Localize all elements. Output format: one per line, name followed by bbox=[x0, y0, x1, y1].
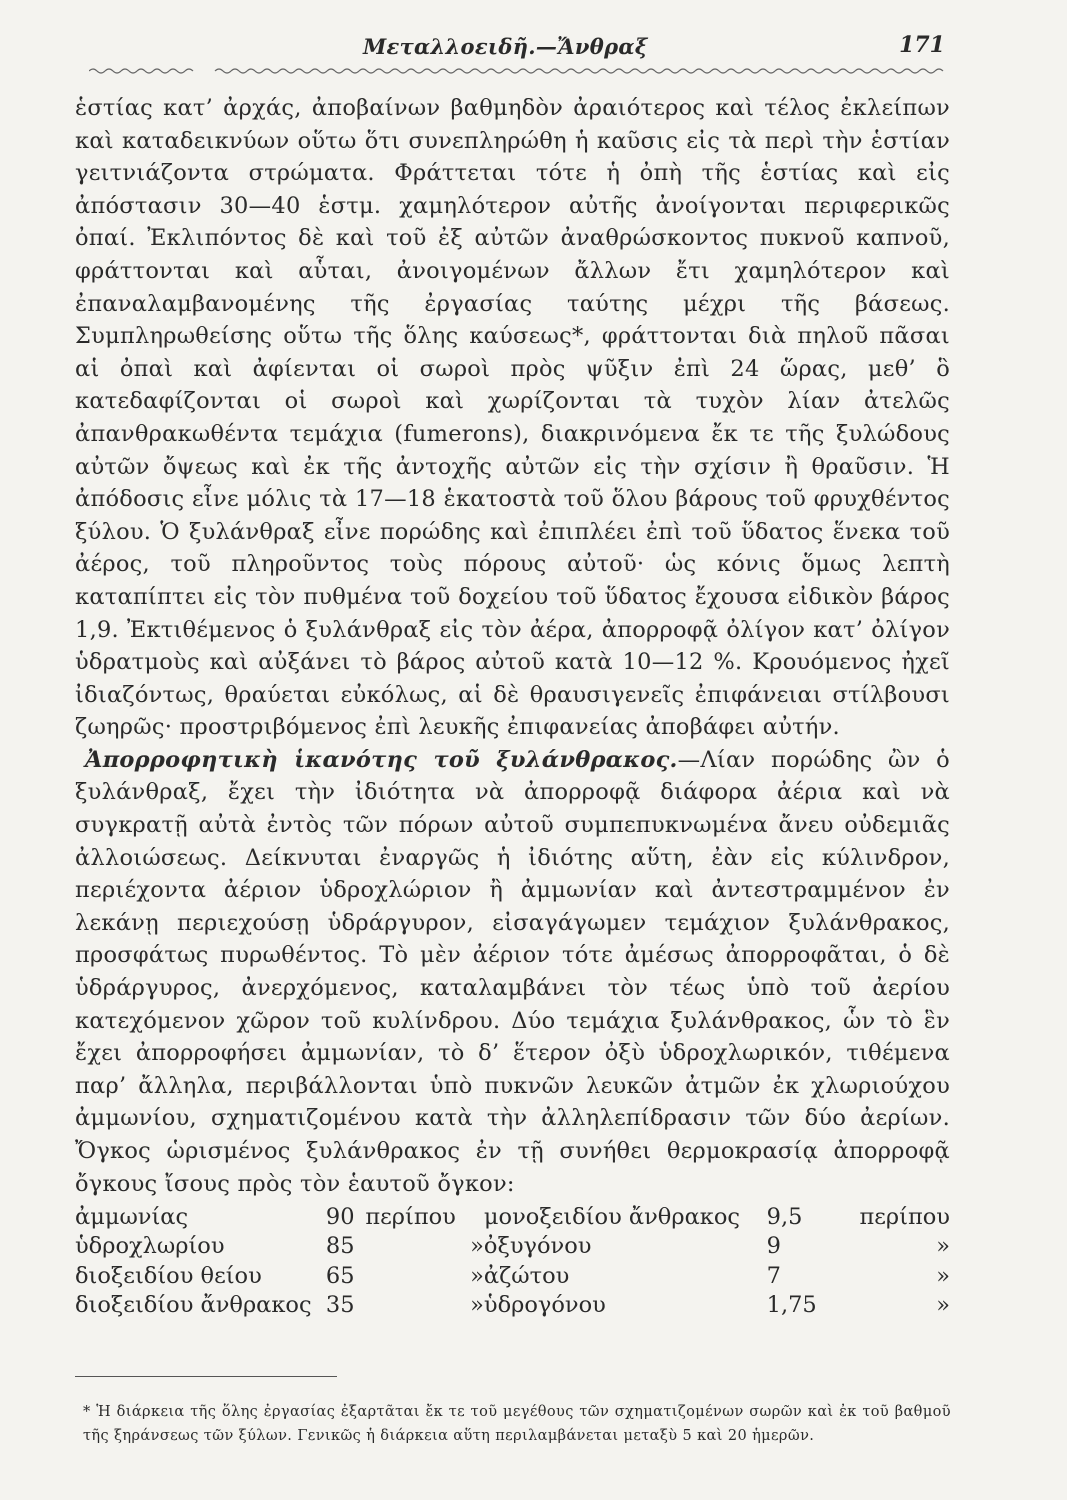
book-page bbox=[75, 30, 951, 1444]
paragraph-absorptive-capacity bbox=[75, 744, 950, 1200]
table-row bbox=[75, 1230, 950, 1260]
gas-absorption-table bbox=[75, 1200, 950, 1318]
gas-volume: 65 bbox=[325, 1262, 355, 1289]
section-text: —Λίαν πορώδης ὢν ὁ ξυλάνθραξ, ἔχει τὴν ἰδιότητα νὰ ἀπορροφᾷ διάφορα ἀέρια καὶ νὰ συγκρατῇ αὐτὰ ἐντὸς τῶν πόρων αὐτοῦ συμπεπυκνωμένα ἄνευ οὐδεμιᾶς ἀλλοιώσεως. Δείκνυται ἐναργῶς ἡ ἰδιότης αὕτη, ἐὰν εἰς κύλινδρον, περιέχοντα ἀέριον ὑδροχλώριον ἢ ἀμμωνίαν καὶ ἀντεστραμμένον ἐν λεκάνῃ περιεχούσῃ ὑδράργυρον, εἰσαγάγωμεν τεμάχιον ξυλάνθρακος, προσφάτως πυρωθέντος. Τὸ μὲν ἀέριον τότε ἀμέσως ἀπορροφᾶται, ὁ δὲ ὑδράργυρος, ἀνερχόμενος, καταλαμβάνει τὸν τέως ὑπὸ τοῦ ἀερίου κατεχόμενον χῶρον τοῦ κυλίνδρου. Δύο τεμάχια ξυλάνθρακος, ὧν τὸ ἓν ἔχει ἀπορροφήσει ἀμμωνίαν, τὸ δ’ ἕτερον ὀξὺ ὑδροχλωρικόν, τιθέμενα παρ’ ἄλληλα, περιβάλλονται ὑπὸ πυκνῶν λευκῶν ἀτμῶν ἐκ χλωριούχου ἀμμωνίου, σχηματιζομένου κατὰ τὴν ἀλληλεπίδρασιν τῶν δύο ἀερίων. Ὄγκος ὡρισμένος ξυλάνθρακος ἐν τῇ συνήθει θερμοκρασίᾳ ἀπορροφᾷ ὄγκους ἴσους πρὸς τὸν ἑαυτοῦ ὄγκον: bbox=[75, 746, 950, 1197]
gas-volume: 1,75 bbox=[766, 1292, 817, 1319]
gas-volume: 35 bbox=[325, 1292, 355, 1319]
gas-name: ὑδρογόνου bbox=[483, 1292, 606, 1319]
gas-name: ἀμμωνίας bbox=[75, 1203, 189, 1230]
paragraph-charcoal-production: ἑστίας κατ’ ἀρχάς, ἀποβαίνων βαθμηδὸν ἀραιότερος καὶ τέλος ἐκλείπων καὶ καταδεικνύων οὕτω ὅτι συνεπληρώθη ἡ καῦσις εἰς τὰ περὶ τὴν ἑστίαν γειτνιάζοντα στρώματα. Φράττεται τότε ἡ ὀπὴ τῆς ἑστίας καὶ εἰς ἀπόστασιν 30—40 ἑστμ. χαμηλότερον αὐτῆς ἀνοίγονται περιφερικῶς ὀπαί. Ἐκλιπόντος δὲ καὶ τοῦ ἐξ αὐτῶν ἀναθρώσκοντος πυκνοῦ καπνοῦ, φράττονται καὶ αὗται, ἀνοιγομένων ἄλλων ἔτι χαμηλότερον καὶ ἐπαναλαμβανομένης τῆς ἐργασίας ταύτης μέχρι τῆς βάσεως. Συμπληρωθείσης οὕτω τῆς ὅλης καύσεως*, φράττονται διὰ πηλοῦ πᾶσαι αἱ ὀπαὶ καὶ ἀφίενται οἱ σωροὶ πρὸς ψῦξιν ἐπὶ 24 ὥρας, μεθ’ ὃ κατεδαφίζονται οἱ σωροὶ καὶ χωρίζονται τὰ τυχὸν λίαν ἀτελῶς ἀπανθρακωθέντα τεμάχια (fumerons), διακρινόμενα ἔκ τε τῆς ξυλώδους αὐτῶν ὄψεως καὶ ἐκ τῆς ἀντοχῆς αὐτῶν εἰς τὴν σχίσιν ἢ θραῦσιν. Ἡ ἀπόδοσις εἶνε μόλις τὰ 17—18 ἑκατοστὰ τοῦ ὅλου βάρους τοῦ φρυχθέντος ξύλου. Ὁ ξυλάνθραξ εἶνε πορώδης καὶ ἐπιπλέει ἐπὶ τοῦ ὕδατος ἕνεκα τοῦ ἀέρος, τοῦ πληροῦντος τοὺς πόρους αὐτοῦ· ὡς κόνις ὅμως λεπτὴ καταπίπτει εἰς τὸν πυθμένα τοῦ δοχείου τοῦ ὕδατος ἔχουσα εἰδικὸν βάρος 1,9. Ἐκτιθέμενος ὁ ξυλάνθραξ εἰς τὸν ἀέρα, ἀπορροφᾷ ὀλίγον κατ’ ὀλίγον ὑδρατμοὺς καὶ αὐξάνει τὸ βάρος αὐτοῦ κατὰ 10—12 %. Κρουόμενος ἠχεῖ ἰδιαζόντως, θραύεται εὐκόλως, αἱ δὲ θραυσιγενεῖς ἐπιφάνειαι στίλβουσι ζωηρῶς· προστριβόμενος ἐπὶ λευκῆς ἐπιφανείας ἀποβάφει αὐτήν. bbox=[75, 95, 950, 741]
decorative-wavy-rule bbox=[89, 66, 949, 76]
volume-qualifier: » bbox=[936, 1233, 950, 1260]
gas-name: ὑδροχλωρίου bbox=[75, 1233, 225, 1260]
main-text bbox=[75, 92, 950, 1318]
footnote: * Ἡ διάρκεια τῆς ὅλης ἐργασίας ἐξαρτᾶται ἔκ τε τοῦ μεγέθους τῶν σχηματιζομένων σωρῶν καὶ ἐκ τοῦ βαθμοῦ τῆς ξηράνσεως τῶν ξύλων. Γενικῶς ἡ διάρκεια αὕτη περιλαμβάνεται μεταξὺ 5 καὶ 20 ἡμερῶν. bbox=[83, 1403, 951, 1444]
volume-qualifier: » bbox=[936, 1292, 950, 1319]
footnote-divider bbox=[75, 1376, 337, 1377]
gas-name: μονοξειδίου ἄνθρακος bbox=[483, 1203, 740, 1230]
gas-volume: 85 bbox=[325, 1233, 355, 1260]
gas-volume: 7 bbox=[766, 1262, 781, 1289]
volume-qualifier: περίπου bbox=[859, 1203, 950, 1230]
gas-volume: 90 bbox=[325, 1203, 355, 1230]
section-title: Ἀπορροφητικὴ ἱκανότης τοῦ ξυλάνθρακος. bbox=[85, 746, 678, 773]
running-head: Μεταλλοειδῆ.—Ἄνθραξ bbox=[363, 34, 648, 59]
table-row bbox=[75, 1259, 950, 1289]
gas-volume: 9,5 bbox=[766, 1203, 803, 1230]
gas-name: ὀξυγόνου bbox=[483, 1233, 592, 1260]
volume-qualifier: » bbox=[936, 1262, 950, 1289]
gas-volume: 9 bbox=[766, 1233, 781, 1260]
table-row bbox=[75, 1289, 950, 1319]
volume-qualifier: » bbox=[470, 1292, 484, 1319]
volume-qualifier: περίπου bbox=[365, 1203, 456, 1230]
page-header bbox=[75, 30, 950, 64]
gas-name: ἀζώτου bbox=[483, 1262, 570, 1289]
volume-qualifier: » bbox=[470, 1233, 484, 1260]
page-number: 171 bbox=[899, 32, 945, 58]
gas-name: διοξειδίου θείου bbox=[75, 1262, 262, 1289]
gas-name: διοξειδίου ἄνθρακος bbox=[75, 1292, 312, 1319]
volume-qualifier: » bbox=[470, 1262, 484, 1289]
table-row bbox=[75, 1200, 950, 1230]
